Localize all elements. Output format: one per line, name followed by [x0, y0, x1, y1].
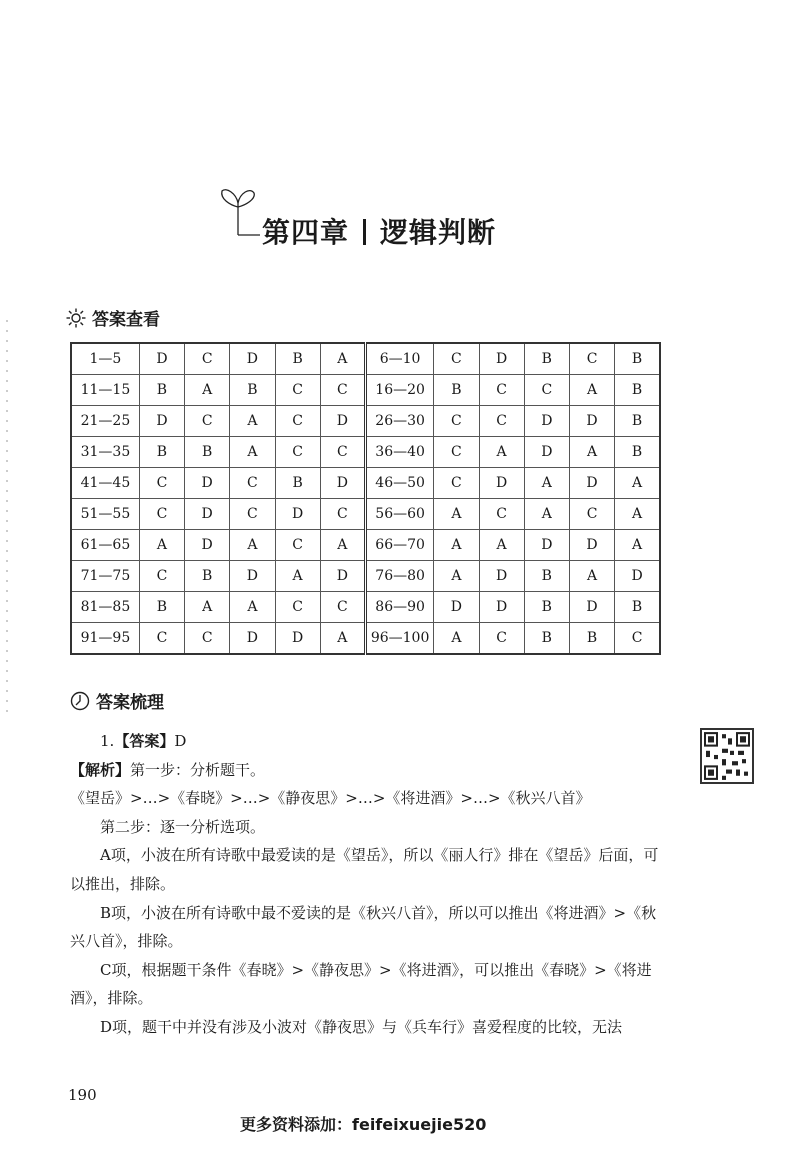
answer-cell: D — [185, 499, 230, 530]
answer-cell: C — [320, 499, 365, 530]
answer-cell: A — [524, 468, 569, 499]
question-range: 71—75 — [71, 561, 139, 592]
answer-cell: B — [615, 437, 660, 468]
answer-cell: A — [615, 499, 660, 530]
question-range: 31—35 — [71, 437, 139, 468]
answer-cell: A — [569, 437, 614, 468]
answer-cell: D — [275, 623, 320, 655]
footer-note: 更多资料添加：feifeixuejie520 — [240, 1115, 487, 1134]
answer-cell: B — [139, 592, 184, 623]
answer-cell: B — [615, 375, 660, 406]
answer-cell: D — [230, 561, 275, 592]
answer-cell: D — [569, 468, 614, 499]
question-range: 81—85 — [71, 592, 139, 623]
explanation — [70, 727, 670, 1042]
section-title: 答案梳理 — [96, 693, 164, 713]
answer-cell: D — [569, 530, 614, 561]
answer-cell: D — [230, 343, 275, 375]
chapter-heading — [214, 185, 554, 255]
answer-cell: C — [185, 343, 230, 375]
answer-cell: B — [615, 406, 660, 437]
answer-cell: A — [275, 561, 320, 592]
table-row — [71, 468, 660, 499]
answer-cell: B — [524, 592, 569, 623]
answer-cell: B — [434, 375, 479, 406]
answer-cell: A — [139, 530, 184, 561]
option-c: C项，根据题干条件《春晓》>《静夜思》>《将进酒》，可以推出《春晓》>《将进酒》，排除。 — [70, 960, 652, 1008]
question-range: 26—30 — [365, 406, 433, 437]
answer-cell: B — [524, 561, 569, 592]
table-row — [71, 375, 660, 406]
answer-cell: B — [275, 343, 320, 375]
answer-cell: C — [434, 406, 479, 437]
question-range: 36—40 — [365, 437, 433, 468]
answer-cell: C — [275, 592, 320, 623]
answer-cell: B — [524, 343, 569, 375]
answer-cell: D — [320, 406, 365, 437]
chapter-number: 第四章 — [262, 216, 350, 249]
answer-cell: B — [139, 375, 184, 406]
answer-cell: C — [434, 468, 479, 499]
answer-table — [70, 342, 661, 655]
answer-cell: C — [275, 437, 320, 468]
question-range: 76—80 — [365, 561, 433, 592]
question-range: 11—15 — [71, 375, 139, 406]
answer-label: 【答案】 — [114, 732, 175, 750]
answer-table-body — [71, 343, 660, 654]
answer-cell: C — [320, 592, 365, 623]
answer-cell: D — [524, 406, 569, 437]
table-row — [71, 592, 660, 623]
answer-cell: C — [615, 623, 660, 655]
question-range: 46—50 — [365, 468, 433, 499]
answer-cell: C — [139, 561, 184, 592]
answer-value: D — [174, 732, 187, 750]
answer-cell: B — [275, 468, 320, 499]
answer-cell: B — [185, 437, 230, 468]
answer-cell: C — [479, 499, 524, 530]
qr-code — [700, 728, 754, 784]
answer-cell: D — [434, 592, 479, 623]
table-row — [71, 530, 660, 561]
order-chain: 《望岳》>…>《春晓》>…>《静夜思》>…>《将进酒》>…>《秋兴八首》 — [70, 789, 591, 808]
question-range: 16—20 — [365, 375, 433, 406]
answer-cell: B — [524, 623, 569, 655]
answer-cell: C — [275, 375, 320, 406]
question-range: 6—10 — [365, 343, 433, 375]
question-number: 1. — [100, 732, 115, 750]
question-range: 96—100 — [365, 623, 433, 655]
table-row — [71, 623, 660, 655]
answer-cell: D — [275, 499, 320, 530]
answer-cell: A — [615, 530, 660, 561]
answer-cell: B — [615, 592, 660, 623]
question-range: 56—60 — [365, 499, 433, 530]
answer-cell: B — [615, 343, 660, 375]
answer-cell: C — [185, 406, 230, 437]
question-range: 51—55 — [71, 499, 139, 530]
answer-cell: C — [275, 530, 320, 561]
answer-cell: A — [524, 499, 569, 530]
answer-cell: C — [569, 343, 614, 375]
answer-cell: B — [185, 561, 230, 592]
answer-cell: A — [320, 530, 365, 561]
answer-cell: A — [185, 375, 230, 406]
option-b: B项，小波在所有诗歌中最不爱读的是《秋兴八首》，所以可以推出《将进酒》>《秋兴八首》，排除。 — [70, 903, 657, 951]
answer-cell: A — [185, 592, 230, 623]
option-d: D项，题干中并没有涉及小波对《静夜思》与《兵车行》喜爱程度的比较，无法 — [100, 1017, 623, 1036]
answer-cell: D — [524, 437, 569, 468]
answer-cell: B — [569, 623, 614, 655]
answer-cell: A — [479, 437, 524, 468]
answer-cell: D — [320, 561, 365, 592]
answer-cell: C — [479, 623, 524, 655]
answer-cell: A — [230, 437, 275, 468]
question-range: 66—70 — [365, 530, 433, 561]
section-answer-review — [70, 688, 164, 713]
answer-cell: C — [479, 406, 524, 437]
table-row — [71, 437, 660, 468]
answer-cell: A — [434, 623, 479, 655]
answer-cell: C — [139, 499, 184, 530]
answer-cell: D — [479, 343, 524, 375]
answer-cell: C — [320, 437, 365, 468]
answer-cell: A — [479, 530, 524, 561]
question-answer-line — [70, 727, 670, 756]
answer-cell: A — [434, 561, 479, 592]
answer-cell: C — [524, 375, 569, 406]
answer-cell: A — [320, 343, 365, 375]
answer-cell: D — [139, 406, 184, 437]
answer-cell: D — [569, 592, 614, 623]
sprout-icon — [214, 185, 264, 240]
option-a: A项，小波在所有诗歌中最爱读的是《望岳》，所以《丽人行》排在《望岳》后面，可以推出，排除。 — [70, 846, 659, 893]
question-range: 91—95 — [71, 623, 139, 655]
clock-icon — [70, 691, 90, 711]
question-range: 21—25 — [71, 406, 139, 437]
answer-cell: D — [320, 468, 365, 499]
answer-cell: C — [320, 375, 365, 406]
margin-dashes — [6, 320, 8, 720]
answer-cell: A — [230, 592, 275, 623]
answer-cell: C — [479, 375, 524, 406]
answer-cell: C — [230, 468, 275, 499]
answer-cell: C — [139, 623, 184, 655]
answer-cell: C — [434, 437, 479, 468]
answer-cell: A — [320, 623, 365, 655]
analysis-step2: 第二步：逐一分析选项。 — [100, 817, 266, 836]
section-answer-lookup — [66, 305, 160, 330]
question-range: 86—90 — [365, 592, 433, 623]
answer-cell: D — [569, 406, 614, 437]
answer-cell: D — [479, 561, 524, 592]
question-range: 1—5 — [71, 343, 139, 375]
answer-cell: A — [569, 375, 614, 406]
answer-cell: D — [139, 343, 184, 375]
sun-icon — [66, 308, 86, 328]
answer-cell: C — [185, 623, 230, 655]
answer-cell: B — [139, 437, 184, 468]
answer-cell: A — [569, 561, 614, 592]
analysis-line — [70, 756, 670, 785]
answer-cell: A — [230, 406, 275, 437]
table-row — [71, 561, 660, 592]
answer-cell: C — [139, 468, 184, 499]
table-row — [71, 406, 660, 437]
answer-cell: A — [615, 468, 660, 499]
analysis-label: 【解析】 — [70, 760, 131, 779]
chapter-subtitle: 逻辑判断 — [380, 216, 497, 249]
section-title: 答案查看 — [92, 310, 160, 330]
chapter-title — [262, 211, 496, 251]
analysis-step1: 第一步：分析题干。 — [130, 760, 266, 779]
answer-cell: D — [185, 530, 230, 561]
answer-cell: D — [479, 468, 524, 499]
answer-cell: A — [434, 499, 479, 530]
page-number: 190 — [68, 1086, 97, 1104]
answer-cell: A — [230, 530, 275, 561]
answer-cell: C — [230, 499, 275, 530]
title-separator — [363, 219, 366, 245]
answer-cell: D — [230, 623, 275, 655]
answer-cell: A — [434, 530, 479, 561]
table-row — [71, 499, 660, 530]
answer-cell: D — [524, 530, 569, 561]
answer-cell: C — [569, 499, 614, 530]
table-row — [71, 343, 660, 375]
answer-cell: D — [615, 561, 660, 592]
answer-cell: B — [230, 375, 275, 406]
question-range: 41—45 — [71, 468, 139, 499]
answer-cell: C — [275, 406, 320, 437]
answer-cell: C — [434, 343, 479, 375]
answer-cell: D — [479, 592, 524, 623]
question-range: 61—65 — [71, 530, 139, 561]
answer-cell: D — [185, 468, 230, 499]
